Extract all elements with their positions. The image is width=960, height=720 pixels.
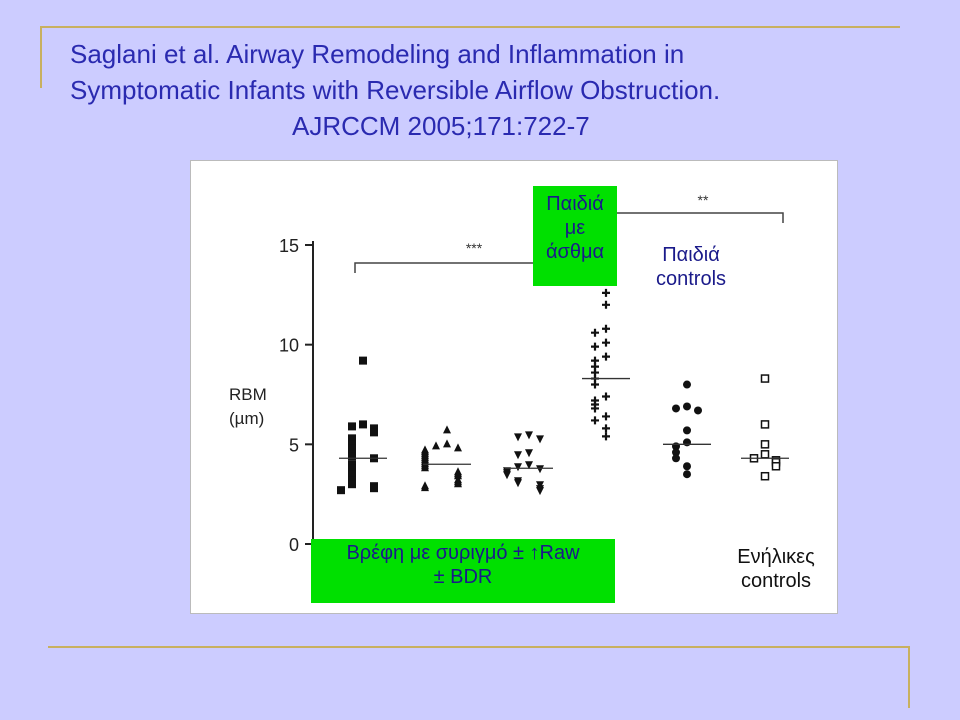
slide-title [70, 36, 930, 144]
data-point-square [348, 452, 356, 460]
data-point-plus [591, 343, 599, 351]
y-axis-label-line1: RBM [229, 385, 267, 404]
data-point-circle [683, 438, 691, 446]
label-children-controls-line2: controls [655, 268, 727, 290]
data-point-triangle-down [536, 487, 544, 495]
data-point-plus [602, 339, 610, 347]
data-point-plus [602, 412, 610, 420]
data-point-circle [683, 426, 691, 434]
data-point-triangle-down [514, 479, 522, 487]
data-point-triangle-up [432, 441, 440, 449]
title-citation: AJRCCM 2005;171:722-7 [292, 111, 590, 141]
data-point-triangle-up [443, 425, 451, 433]
data-point-plus [602, 432, 610, 440]
data-point-open-square [762, 473, 769, 480]
label-infants-wheeze [311, 539, 615, 603]
significance-bracket [612, 213, 783, 223]
label-adult-controls-line2: controls [740, 570, 812, 592]
data-point-square [370, 428, 378, 436]
data-point-plus [602, 325, 610, 333]
label-infants-wheeze-line1: Βρέφη με συριγμό ± ↑Raw [346, 542, 580, 564]
data-point-square [337, 486, 345, 494]
top-accent-rule [40, 26, 900, 28]
data-point-plus [602, 392, 610, 400]
data-point-plus [591, 329, 599, 337]
label-children-asthma-line1: Παιδιά [546, 193, 604, 215]
data-point-plus [602, 353, 610, 361]
y-tick-label: 0 [288, 535, 299, 555]
data-point-square [359, 420, 367, 428]
label-children-controls-line1: Παιδιά [662, 244, 720, 266]
label-adult-controls [721, 545, 831, 601]
data-point-triangle-down [514, 451, 522, 459]
data-point-triangle-down [514, 433, 522, 441]
data-point-triangle-down [514, 463, 522, 471]
data-point-circle [683, 381, 691, 389]
data-point-plus [591, 416, 599, 424]
data-point-open-square [762, 441, 769, 448]
title-line-1: Saglani et al. Airway Remodeling and Inflammation in [70, 39, 685, 69]
y-tick-label: 5 [288, 435, 299, 456]
title-line-2: Symptomatic Infants with Reversible Airflow Obstruction. [70, 75, 721, 105]
data-point-open-square [762, 451, 769, 458]
data-point-open-square [762, 375, 769, 382]
data-point-circle [694, 406, 702, 414]
label-adult-controls-line1: Ενήλικες [737, 546, 815, 568]
data-point-plus [602, 301, 610, 309]
data-point-circle [683, 402, 691, 410]
data-point-square [348, 480, 356, 488]
label-children-asthma-line2: με [564, 217, 586, 239]
label-children-controls [639, 243, 743, 297]
data-point-square [348, 422, 356, 430]
significance-label: ** [697, 192, 709, 208]
top-accent-rule-vertical [40, 26, 42, 88]
data-point-open-square [773, 463, 780, 470]
data-point-circle [672, 454, 680, 462]
data-point-square [359, 357, 367, 365]
data-point-plus [591, 404, 599, 412]
data-point-triangle-down [525, 431, 533, 439]
bottom-accent-rule [48, 646, 910, 648]
label-children-asthma-line3: άσθμα [545, 241, 605, 263]
data-point-triangle-up [454, 443, 462, 451]
y-tick-label: 10 [278, 335, 299, 356]
y-axis-label-line2: (µm) [229, 409, 265, 428]
data-point-triangle-down [503, 471, 511, 479]
data-point-open-square [762, 421, 769, 428]
bottom-accent-rule-vertical [908, 646, 910, 708]
label-children-asthma [533, 186, 617, 286]
data-point-plus [602, 289, 610, 297]
significance-label: *** [465, 240, 483, 256]
data-point-plus [602, 424, 610, 432]
figure-panel [190, 160, 838, 614]
data-point-triangle-down [525, 449, 533, 457]
data-point-circle [683, 462, 691, 470]
data-point-triangle-up [443, 439, 451, 447]
data-point-triangle-down [536, 435, 544, 443]
data-point-circle [683, 470, 691, 478]
y-tick-label: 15 [278, 236, 299, 256]
data-point-square [370, 484, 378, 492]
data-point-plus [591, 381, 599, 389]
data-point-triangle-down [536, 465, 544, 473]
data-point-circle [672, 404, 680, 412]
label-infants-wheeze-line2: ± BDR [433, 566, 493, 588]
